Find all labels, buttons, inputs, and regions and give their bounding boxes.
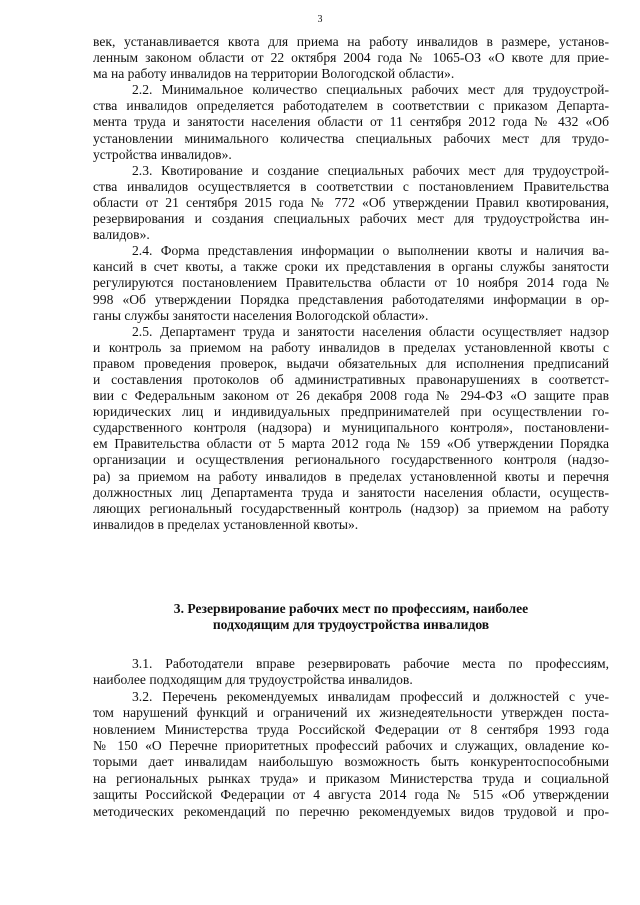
text-line: организации и осуществления регионального государственного контроля (надзо-	[93, 452, 609, 468]
text-line: защиты Российской Федерации от 4 августа 2014 года № 515 «Об утверждении	[93, 787, 609, 803]
text-line: ма на работу инвалидов на территории Вологодской области».	[93, 66, 455, 82]
text-line: новлением Министерства труда Российской Федерации от 8 сентября 1993 года	[93, 721, 609, 737]
text-line: резервирования и создания специальных рабочих мест для трудоустройства ин-	[93, 211, 609, 227]
text-line: регулируются постановлением Правительства области от 10 ноября 2014 года №	[93, 275, 609, 291]
text-line: кансий в счет квоты, а также сроки их представления в органы службы занятости	[93, 259, 609, 275]
text-line: на региональных рынках труда» и приказом Министерства труда и социальной	[93, 770, 609, 786]
body-text-bottom	[93, 656, 609, 820]
text-line: и составления протоколов об административных правонарушениях в соответст-	[93, 371, 609, 387]
text-line: ганы службы занятости населения Вологодской области».	[93, 307, 429, 323]
text-line: правом проведения проверок, выдачи обязательных для исполнения предписаний	[93, 355, 609, 371]
text-line: № 150 «О Перечне приоритетных профессий рабочих и служащих, овладение ко-	[93, 738, 609, 754]
text-line: устройства инвалидов».	[93, 146, 232, 162]
text-line: и контроль за приемом на работу инвалидов в пределах установленной квоты с	[93, 339, 609, 355]
text-line: инвалидов в пределах установленной квоты».	[93, 516, 359, 532]
paragraph-2-4-line: 2.4. Форма представления информации о выполнении квоты и наличия ва-	[132, 243, 609, 259]
text-line: век, устанавливается квота для приема на работу инвалидов в размере, установ-	[93, 34, 609, 49]
text-line: вии с Федеральным законом от 26 декабря 2008 года № 294-ФЗ «О защите прав	[93, 388, 609, 404]
text-line: сударственного контроля (надзора) и муниципального контроля», постановлени-	[93, 420, 609, 436]
paragraph-2-2-line: 2.2. Минимальное количество специальных рабочих мест для трудоустрой-	[132, 82, 609, 98]
text-line: 998 «Об утверждении Порядка представления работодателями информации в ор-	[93, 291, 609, 307]
text-line: ляющих региональный государственный контроль (надзор) за приемом на работу	[93, 500, 609, 516]
body-text-top	[93, 34, 609, 533]
text-line: валидов».	[93, 227, 150, 243]
paragraph-3-1-line: 3.1. Работодатели вправе резервировать рабочие места по профессиям,	[132, 656, 609, 671]
text-line: области от 21 сентября 2015 года № 772 «Об утверждении Правил квотирования,	[93, 194, 609, 210]
text-line: юридических лиц и индивидуальных предпринимателей при осуществлении го-	[93, 404, 609, 420]
text-line: методических рекомендаций по перечню рекомендуемых видов трудовой и про-	[93, 803, 609, 819]
text-line: установлении минимального количества специальных рабочих мест для трудо-	[93, 130, 609, 146]
text-line: ра) за приемом на работу инвалидов в пределах установленной квоты и перечня	[93, 468, 609, 484]
heading-line: 3. Резервирование рабочих мест по профессиям, наиболее	[173, 601, 529, 616]
text-line: ства инвалидов осуществляется в соответствии с постановлением Правительства	[93, 178, 609, 194]
heading-line: подходящим для трудоустройства инвалидов	[212, 617, 490, 633]
text-line: ства инвалидов определяется работодателем в соответствии с приказом Департа-	[93, 98, 609, 114]
section-3-heading	[93, 601, 609, 633]
text-line: мента труда и занятости населения области от 11 сентября 2012 года № 432 «Об	[93, 114, 609, 130]
page-number: 3	[317, 14, 323, 25]
text-line: ленным законом области от 22 октября 2004 года № 1065-ОЗ «О квоте для прие-	[93, 50, 609, 66]
text-line: наиболее подходящим для трудоустройства инвалидов.	[93, 672, 413, 688]
text-line: торыми дает инвалидам наибольшую возможность быть конкурентоспособными	[93, 754, 609, 770]
text-line: должностных лиц Департамента труда и занятости населения области, осуществ-	[93, 484, 609, 500]
text-line: том нарушений функций и ограничений их жизнедеятельности утвержден поста-	[93, 705, 609, 721]
paragraph-2-3-line: 2.3. Квотирование и создание специальных рабочих мест для трудоустрой-	[132, 162, 609, 178]
paragraph-2-5-line: 2.5. Департамент труда и занятости населения области осуществляет надзор	[132, 323, 609, 339]
text-line: ем Правительства области от 5 марта 2012 года № 159 «Об утверждении Порядка	[93, 436, 609, 452]
paragraph-3-2-line: 3.2. Перечень рекомендуемых инвалидам профессий и должностей с уче-	[132, 688, 609, 704]
